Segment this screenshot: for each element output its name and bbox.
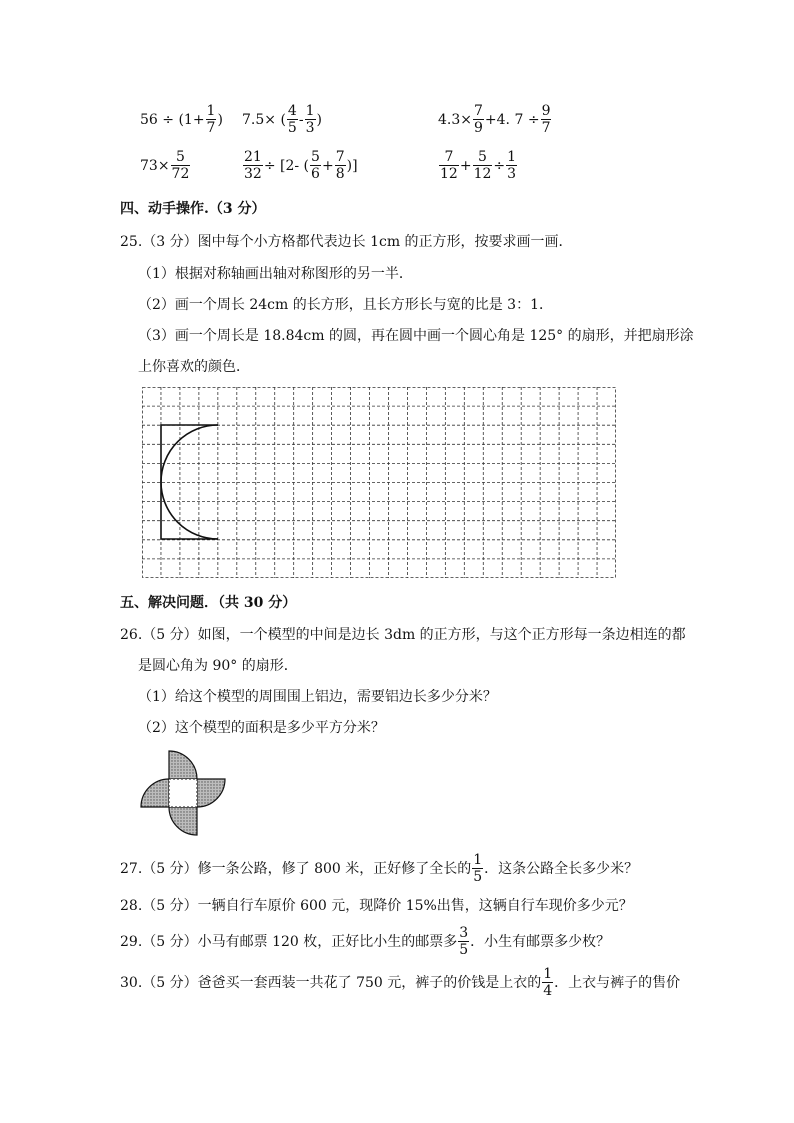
fraction: $\frac{1}{7}$ [206,103,216,136]
q28: 28.（5 分）一辆自行车原价 600 元，现降价 15%出售，这辆自行车现价多少元？ [120,898,633,914]
fraction: $\frac{7}{12}$ [440,149,458,182]
fraction: $\frac{7}{8}$ [335,149,345,182]
fraction: $\frac{4}{5}$ [287,103,297,136]
q25-stem: 25.（3 分）图中每个小方格都代表边长 1cm 的正方形，按要求画一画． [120,234,573,250]
q30: 30.（5 分）爸爸买一套西装一共花了 750 元，裤子的价钱是上衣的 $\frac{1}{4}$ ．上衣与裤子的售价 [120,966,681,999]
section-5-title: 五、解决问题．（共 30 分） [120,595,297,611]
fraction: $\frac{3}{5}$ [459,925,469,958]
q26-part2: （2）这个模型的面积是多少平方分米？ [138,720,385,736]
calc-1-3: 4.3× $\frac{7}{9}$ +4. 7 ÷ $\frac{9}{7}$ [438,103,551,136]
fraction: $\frac{1}{4}$ [543,966,553,999]
q25-part3b: 上你喜欢的颜色． [138,359,250,375]
fraction: $\frac{5}{6}$ [311,149,320,182]
q26-stem-b: 是圆心角为 90° 的扇形． [138,658,298,674]
calc-1-1: 56 ÷ (1+ $\frac{1}{7}$ ) [140,103,223,136]
calc-2-2: $\frac{21}{32}$ ÷ [2- ( $\frac{5}{6}$ + $\frac{7}{8}$ )] [244,149,358,182]
fraction: $\frac{5}{12}$ [473,149,492,182]
fraction: $\frac{1}{5}$ [473,852,483,885]
q26-part1: （1）给这个模型的周围围上铝边，需要铝边长多少分米？ [138,689,497,705]
section-4-title: 四、动手操作.（3 分） [120,201,266,217]
fraction: $\frac{7}{9}$ [474,103,483,136]
calc-1-1-pre: 56 ÷ (1+ [140,111,205,128]
half-shape [161,425,218,539]
fraction: $\frac{5}{72}$ [171,149,190,182]
calc-2-3: $\frac{7}{12}$ + $\frac{5}{12}$ ÷ $\frac{1}{3}$ [440,149,517,182]
q25-part1: （1）根据对称轴画出轴对称图形的另一半． [138,266,413,282]
fraction: $\frac{1}{3}$ [305,103,315,136]
q25-part3a: （3）画一个周长是 18.84cm 的圆，再在圆中画一个圆心角是 125° 的扇形，并把扇形涂 [138,328,694,344]
pinwheel-figure [138,748,230,840]
fraction: $\frac{21}{32}$ [244,149,262,182]
q27: 27.（5 分）修一条公路，修了 800 米，正好修了全长的 $\frac{1}{5}$ ．这条公路全长多少米？ [120,852,639,885]
fraction: $\frac{9}{7}$ [541,103,551,136]
drawing-grid [142,387,618,579]
calc-1-2: 7.5× ( $\frac{4}{5}$ - $\frac{1}{3}$ ) [242,103,322,136]
fraction: $\frac{1}{3}$ [507,149,517,182]
q25-part2: （2）画一个周长 24cm 的长方形，且长方形长与宽的比是 3：1． [138,297,554,313]
q29: 29.（5 分）小马有邮票 120 枚，正好比小生的邮票多 $\frac{3}{5}$ ．小生有邮票多少枚？ [120,925,611,958]
calc-2-1: 73× $\frac{5}{72}$ [140,149,190,182]
q26-stem-a: 26.（5 分）如图，一个模型的中间是边长 3dm 的正方形，与这个正方形每一条边相连的都 [120,627,686,643]
